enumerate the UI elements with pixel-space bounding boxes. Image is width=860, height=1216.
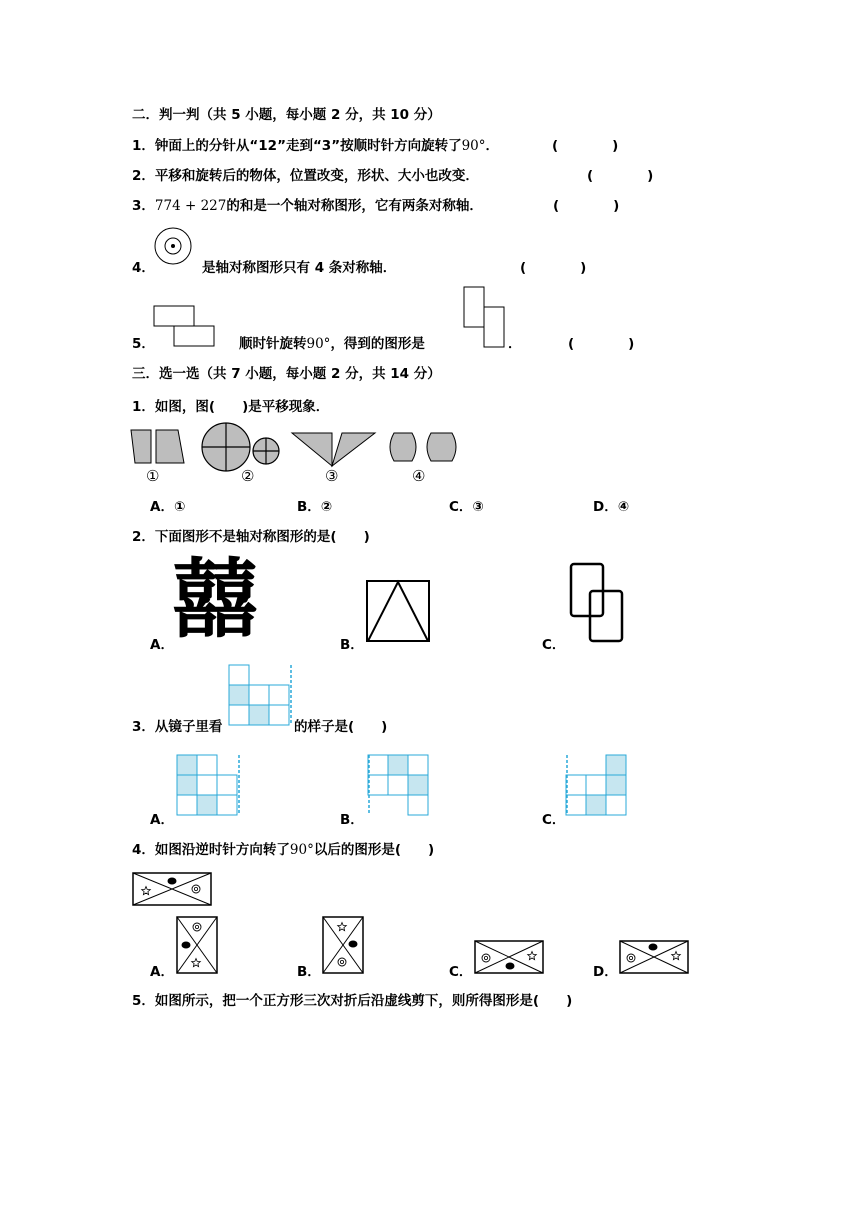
q-text: 下面图形不是轴对称图形的是( )	[154, 529, 370, 545]
figure-label-1: ①	[146, 467, 160, 485]
q-text: 如图，图( )是平移现象．	[154, 399, 330, 415]
s3-q1	[132, 398, 329, 416]
double-happiness-character: 囍	[172, 550, 258, 650]
figure-label-4: ④	[412, 467, 426, 485]
option-b[interactable]: B．②	[297, 499, 333, 515]
linked-rectangles-figure	[568, 561, 628, 645]
q-dot: ．	[508, 336, 522, 352]
s3-q3-tail: 的样子是( )	[294, 719, 388, 735]
q-text: 如图所示，把一个正方形三次对折后沿虚线剪下，则所得图形是( )	[154, 993, 573, 1009]
s2-q5-number: 5．	[132, 336, 155, 352]
answer-paren[interactable]: ( )	[587, 168, 654, 184]
q-number: 2．	[132, 168, 155, 184]
q-text: 如图沿逆时针方向转了	[154, 842, 290, 858]
q-text: ，得到的图形是	[330, 336, 425, 352]
q-number: 3．	[132, 198, 155, 214]
offset-rectangles-figure	[153, 305, 217, 349]
answer-paren[interactable]: ( )	[553, 198, 620, 214]
option-d[interactable]: D．	[593, 964, 618, 980]
s3-q2	[132, 528, 370, 546]
q-number: 2．	[132, 529, 155, 545]
q-text: 以后的图形是( )	[313, 842, 435, 858]
option-b[interactable]: B．	[297, 964, 321, 980]
concentric-circles-figure	[153, 226, 193, 266]
section3-header: 三．选一选（共 7 小题，每小题 2 分，共 14 分）	[132, 366, 441, 382]
q-dot: ．	[485, 138, 500, 154]
q-number: 5．	[132, 993, 155, 1009]
option-b[interactable]: B．	[340, 637, 364, 653]
section2-header: 二．判一判（共 5 小题，每小题 2 分，共 10 分）	[132, 107, 441, 123]
s2-q2	[132, 167, 479, 185]
angle-math: 90°	[306, 336, 331, 352]
s3-q3	[132, 718, 222, 736]
card-option-a	[176, 916, 220, 976]
s3-q4	[132, 841, 434, 859]
option-a[interactable]: A．①	[150, 499, 186, 515]
figure-2-circles	[202, 423, 279, 471]
option-c[interactable]: C．	[542, 812, 566, 828]
option-c[interactable]: C．	[449, 964, 473, 980]
option-b[interactable]: B．	[340, 812, 364, 828]
answer-paren[interactable]: ( )	[568, 336, 635, 352]
square-triangle-figure	[366, 580, 432, 644]
s2-q4-number: 4．	[132, 260, 155, 276]
option-a[interactable]: A．	[150, 637, 174, 653]
option-c[interactable]: C．	[542, 637, 566, 653]
q-text: 的和是一个轴对称图形，它有两条对称轴．	[226, 198, 483, 214]
grid-option-c	[565, 754, 631, 820]
grid-option-b	[367, 754, 433, 820]
q-text: 平移和旋转后的物体，位置改变，形状、大小也改变．	[154, 168, 479, 184]
answer-paren[interactable]: ( )	[520, 260, 587, 276]
mirror-original-grid	[228, 664, 294, 728]
figure-4-rounded-shapes	[390, 433, 456, 461]
figure-1-trapezoids	[131, 430, 184, 463]
figure-label-3: ③	[325, 467, 339, 485]
q-number: 4．	[132, 842, 155, 858]
angle-math: 90°	[461, 138, 486, 154]
figure-3-triangles	[292, 433, 375, 466]
option-a[interactable]: A．	[150, 812, 174, 828]
q-number: 3．	[132, 719, 155, 735]
s2-q4-text: 是轴对称图形只有 4 条对称轴．	[202, 260, 397, 276]
s2-q3	[132, 197, 483, 215]
q-number: 1．	[132, 138, 155, 154]
s2-q1	[132, 137, 499, 155]
option-c[interactable]: C．③	[449, 499, 484, 515]
answer-paren[interactable]: ( )	[552, 138, 619, 154]
card-option-d	[619, 940, 691, 976]
q-number: 1．	[132, 399, 155, 415]
option-a[interactable]: A．	[150, 964, 174, 980]
option-d[interactable]: D．④	[593, 499, 630, 515]
grid-option-a	[176, 754, 242, 820]
q-text: 顺时针旋转	[239, 336, 307, 352]
card-option-c	[474, 940, 546, 976]
s3-q5	[132, 992, 572, 1010]
s2-q5-text	[239, 335, 425, 353]
q-text: 钟面上的分针从“12”走到“3”按顺时针方向旋转了	[154, 138, 462, 154]
card-option-b	[322, 916, 366, 976]
angle-math: 90°	[289, 842, 314, 858]
card-original-figure	[132, 872, 214, 908]
figure-label-2: ②	[241, 467, 255, 485]
sum-math: 774 + 227	[154, 198, 227, 214]
q-text: 从镜子里看	[154, 719, 223, 735]
rotated-rectangles-figure	[463, 286, 509, 350]
